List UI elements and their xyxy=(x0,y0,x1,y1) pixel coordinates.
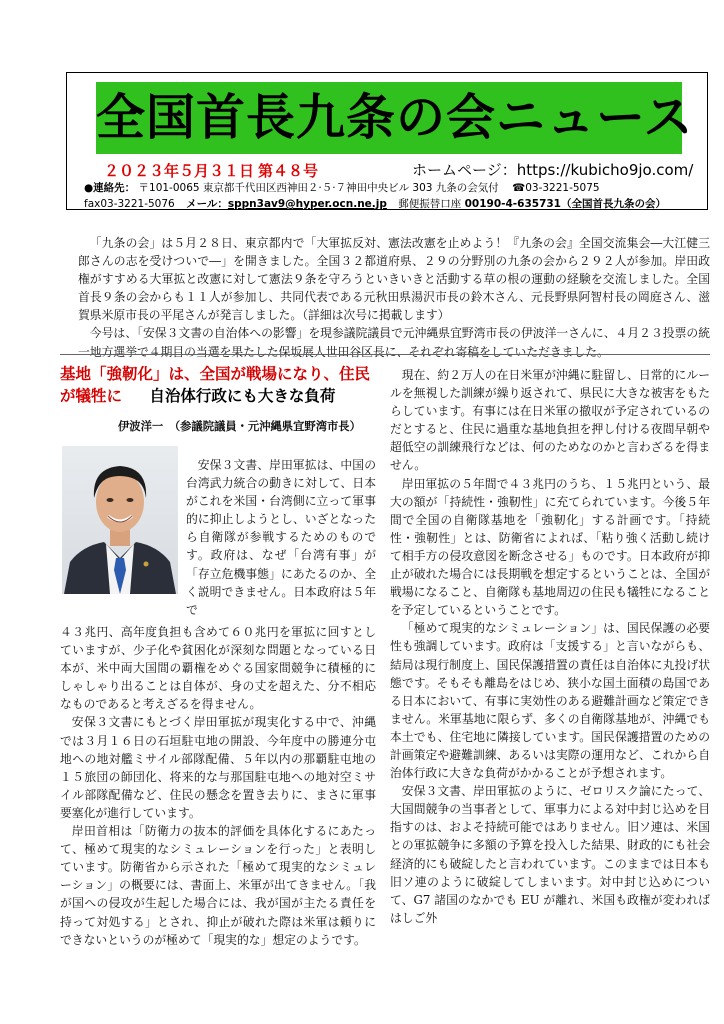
author-photo xyxy=(62,446,178,594)
article-paragraph: 岸田軍拡の５年間で４３兆円のうち、１５兆円という、最大の額が「持続性・強靭性」に充てられています。今後５年間で全国の自衛隊基地を「強靭化」する計画です。「持続性・強靭性」とは、防衛省によれば、「粘り強く活動し続けて相手方の侵攻意図を断念させる」ものです。日本政府が抑止が破れた場合には長期戦を想定するということは、全国が戦場になること、自衛隊も基地周辺の住民も犠牲になることを予定しているということです。 xyxy=(390,476,710,618)
article-paragraph: 安保３文書、岸田軍拡のように、ゼロリスク論にたって、大国間競争の当事者として、軍事力による対中封じ込めを目指すのは、およそ持続可能ではありません。旧ソ連は、米国との軍拡競争に多額の予算を投入した結果、財政的にも社会経済的にも破綻したと言われています。このままでは日本も旧ソ連のように破綻してしまいます。対中封じ込めについて、G7 諸国のなかでも EU が離れ、米国も政権が変わればはしご外 xyxy=(390,784,710,925)
mail-label: メール： xyxy=(186,198,228,210)
homepage-label: ホームページ： xyxy=(412,161,517,179)
article-body-left xyxy=(60,623,376,949)
divider xyxy=(60,354,710,355)
intro-paragraph: 「九条の会」は５月２８日、東京都内で「大軍拡反対、憲法改憲を止めよう！『九条の会』全国交流集会―大江健三郎さんの志を受けついで―」を開きました。全国３２都道府県、２９の分野別の九条の会から２９２人が参加。岸田政権がすすめる大軍拡と改憲に対して憲法９条を守ろうといきいきと活動する草の根の運動の経験を交流しました。全国首長９条の会からも１１人が参加し、共同代表である元秋田県湯沢市長の鈴木さん、元長野県阿智村長の岡庭さん、滋賀県米原市長の平尾さんが発言しました。（詳細は次号に掲載します） xyxy=(78,236,710,323)
article-paragraph: 安保３文書にもとづく岸田軍拡が現実化する中で、沖縄では３月１６日の石垣駐屯地の開設、今年度中の勝連分屯地への地対艦ミサイル部隊配備、５年以内の那覇駐屯地の１５旅団の師団化、将来的な与那国駐屯地への地対空ミサイル部隊配備など、住民の懸念を置き去りに、まさに軍事要塞化が進行しています。 xyxy=(60,715,376,820)
homepage xyxy=(412,159,693,180)
postal-account: 00190-4-635731（全国首長九条の会） xyxy=(464,198,666,210)
article-paragraph: 岸田首相は「防衛力の抜本的評価を具体化するにあたって、極めて現実的なシミュレーションを行った」と表明しています。防衛省から示された「極めて現実的なシミュレーション」の概要には、書面上、米軍が出てきません。「我が国への侵攻が生起した場合には、我が国が主たる責任を持って対処する」とされ、抑止が破れた際は米軍は頼りにできないというのが極めて「現実的な」想定のようです。 xyxy=(60,824,376,947)
article-paragraph: 安保３文書、岸田軍拡は、中国の台湾武力統合の動きに対して、日本がこれを米国・台湾側に立って軍事的に抑止しようとし、いざとなったら自衛隊が参戦するためのものです。政府は、なぜ「台湾有事」が「存立危機事態」にあたるのか、全く説明できません。日本政府は５年で xyxy=(186,458,376,617)
issue-number: 第４８号 xyxy=(258,162,319,180)
headline-main: 基地「強靭化」は、全国が戦場になり、住民が犠牲に xyxy=(60,365,371,405)
phone-number: ☎03-3221-5075 xyxy=(512,182,600,194)
article-paragraph: ４３兆円、高年度負担も含めて６０兆円を軍拡に回すとしていますが、少子化や貧困化が深刻な問題となっている日本が、米中両大国間の覇権をめぐる国家間競争に積極的にしゃしゃり出ることは自体が、身の丈を超えた、分不相応なものであると考えざるを得ません。 xyxy=(60,625,376,712)
contact-address: 〒101-0065 東京都千代田区西神田２·５·７神田中央ビル 303 九条の会気付 xyxy=(138,182,499,194)
issue-date: ２０２３年５月３１日 xyxy=(104,162,255,180)
article-body-right xyxy=(390,366,710,927)
intro-section xyxy=(78,234,710,361)
homepage-link[interactable]: https://kubicho9jo.com/ xyxy=(516,161,694,179)
masthead-title: 全国首長九条の会ニュース xyxy=(96,89,694,146)
fax-mail-row xyxy=(84,196,666,211)
article-paragraph: 「極めて現実的なシミュレーション」は、国民保護の必要性も強調しています。政府は「支援する」と言いながらも、結局は現行制度上、国民保護措置の責任は自治体に丸投げ状態です。そもそも離島をはじめ、狭小な国土面積の島国である日本において、有事に実効性のある避難計画など策定できません。米軍基地に限らず、多くの自衛隊基地が、沖縄でも本土でも、住宅地に隣接しています。国民保護措置のための計画策定や避難訓練、あるいは実際の運用など、これから自治体行政に大きな負荷がかかることが予想されます。 xyxy=(390,621,710,781)
article-byline: 伊波洋一 （参議院議員・元沖縄県宜野湾市長） xyxy=(118,420,361,433)
article-headline xyxy=(60,363,380,407)
mail-address[interactable]: sppn3av9@hyper.ocn.ne.jp xyxy=(227,198,387,210)
fax-number: fax03-3221-5076 xyxy=(84,198,175,210)
portrait-illustration xyxy=(62,446,178,594)
contact-label: ●連絡先： xyxy=(84,182,136,194)
article-paragraph: 現在、約２万人の在日米軍が沖縄に駐留し、日常的にルールを無視した訓練が繰り返されて、県民に大きな被害をもたらしています。有事には在日米軍の撤収が予定されているのだとすると、住民に過重な基地負担を押し付ける夜間早朝や超低空の訓練飛行などは、何のためなのかと言わざるを得ません。 xyxy=(390,368,710,473)
contact-row xyxy=(84,180,600,195)
headline-sub: 自治体行政にも大きな負荷 xyxy=(149,387,336,405)
intro-paragraph: 今号は、「安保３文書の自治体への影響」を現参議院議員で元沖縄県宜野湾市長の伊波洋一さんに、４月２３投票の統一地方選挙で４期目の当選を果たした保坂展人世田谷区長に、それぞれ寄稿をしていただきました。 xyxy=(78,326,710,359)
postal-label: 郵便振替口座 xyxy=(398,198,462,210)
article-body-wrap xyxy=(186,456,376,619)
